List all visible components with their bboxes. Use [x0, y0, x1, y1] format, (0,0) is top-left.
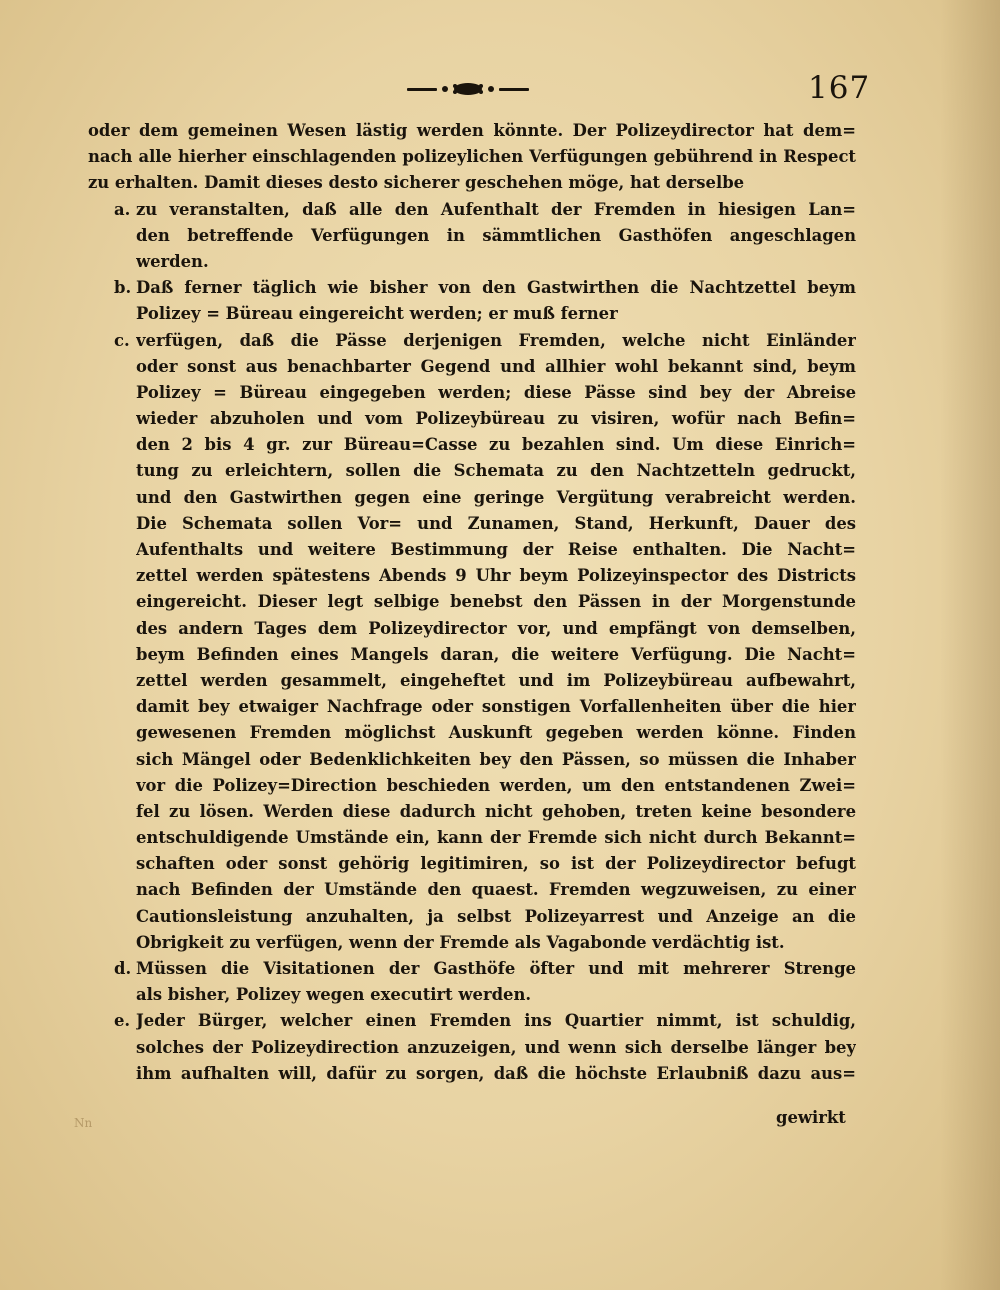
text-line: Die Schemata sollen Vor= und Zunamen, Stand, Herkunft, Dauer des: [136, 513, 856, 533]
text-line: wieder abzuholen und vom Polizeybüreau zu visiren, wofür nach Befin=: [136, 409, 856, 429]
text-line: oder sonst aus benachbarter Gegend und allhier wohl bekannt sind, beym: [136, 356, 856, 376]
text-line: zettel werden spätestens Abends 9 Uhr beym Polizeyinspector des Districts: [136, 566, 856, 586]
list-item-c: [88, 328, 856, 957]
text-line: Polizey = Büreau eingereicht werden; er muß ferner: [136, 304, 618, 324]
text-line: gewesenen Fremden möglichst Auskunft gegeben werden könne. Finden: [136, 723, 856, 743]
list-marker: e.: [114, 1011, 131, 1031]
text-line: nach alle hierher einschlagenden polizeylichen Verfügungen gebührend in Respect: [88, 147, 856, 167]
catchword: gewirkt: [776, 1108, 846, 1127]
text-line: zettel werden gesammelt, eingeheftet und im Polizeybüreau aufbewahrt,: [136, 670, 856, 690]
text-line: zu veranstalten, daß alle den Aufenthalt der Fremden in hiesigen Lan=: [136, 199, 856, 219]
list-item-e: [88, 1008, 856, 1087]
text-line: entschuldigende Umstände ein, kann der Fremde sich nicht durch Bekannt=: [136, 828, 856, 848]
text-line: sich Mängel oder Bedenklichkeiten bey den Pässen, so müssen die Inhaber: [136, 749, 856, 769]
text-line: und den Gastwirthen gegen eine geringe Vergütung verabreicht werden.: [136, 487, 856, 507]
text-line: Aufenthalts und weitere Bestimmung der Reise enthalten. Die Nacht=: [136, 540, 856, 559]
body-text: [88, 118, 856, 1087]
text-line: Cautionsleistung anzuhalten, ja selbst Polizeyarrest und Anzeige an die: [136, 906, 856, 926]
text-line: ihm aufhalten will, dafür zu sorgen, daß die höchste Erlaubniß dazu aus=: [136, 1063, 856, 1083]
text-line: damit bey etwaiger Nachfrage oder sonstigen Vorfallenheiten über die hier: [136, 697, 856, 717]
list-item-b: [88, 275, 856, 327]
list-marker: d.: [114, 959, 132, 978]
text-line: oder dem gemeinen Wesen lästig werden könnte. Der Polizeydirector hat dem=: [88, 121, 856, 140]
page-fold-shadow: [940, 0, 1000, 1290]
text-line: verfügen, daß die Pässe derjenigen Fremden, welche nicht Einländer: [136, 330, 856, 350]
list-marker: b.: [114, 278, 132, 298]
text-line: des andern Tages dem Polizeydirector vor, und empfängt von demselben,: [136, 618, 856, 638]
list-item-a: [88, 197, 856, 276]
text-line: nach Befinden der Umstände den quaest. Fremden wegzuweisen, zu einer: [136, 880, 856, 900]
text-line: den 2 bis 4 gr. zur Büreau=Casse zu bezahlen sind. Um diese Einrich=: [136, 435, 856, 455]
text-line: werden.: [136, 251, 209, 271]
text-line: Jeder Bürger, welcher einen Fremden ins Quartier nimmt, ist schuldig,: [136, 1011, 856, 1031]
ornament-icon: [405, 80, 531, 96]
text-line: fel zu lösen. Werden diese dadurch nicht gehoben, treten keine besondere: [136, 801, 856, 821]
text-line: solches der Polizeydirection anzuzeigen, und wenn sich derselbe länger bey: [136, 1037, 856, 1057]
list-marker: a.: [114, 199, 131, 219]
text-line: Obrigkeit zu verfügen, wenn der Fremde als Vagabonde verdächtig ist.: [136, 932, 785, 952]
signature-mark: Nn: [74, 1116, 93, 1130]
text-line: tung zu erleichtern, sollen die Schemata zu den Nachtzetteln gedruckt,: [136, 461, 856, 481]
text-line: den betreffende Verfügungen in sämmtlichen Gasthöfen angeschlagen: [136, 225, 856, 245]
text-line: Müssen die Visitationen der Gasthöfe öfter und mit mehrerer Strenge: [136, 959, 856, 978]
text-line: zu erhalten. Damit dieses desto sicherer geschehen möge, hat derselbe: [88, 173, 745, 193]
text-line: beym Befinden eines Mangels daran, die weitere Verfügung. Die Nacht=: [136, 644, 856, 664]
list-item-d: [88, 956, 856, 1008]
text-line: Daß ferner täglich wie bisher von den Gastwirthen die Nachtzettel beym: [136, 278, 856, 298]
text-line: als bisher, Polizey wegen executirt werden.: [136, 985, 532, 1005]
text-line: schaften oder sonst gehörig legitimiren, so ist der Polizeydirector befugt: [136, 854, 856, 874]
page-number: 167: [808, 70, 871, 106]
page-header: [0, 62, 1000, 112]
intro-paragraph: [88, 118, 856, 197]
text-line: Polizey = Büreau eingegeben werden; diese Pässe sind bey der Abreise: [136, 382, 856, 402]
list-marker: c.: [114, 330, 130, 350]
text-line: eingereicht. Dieser legt selbige benebst den Pässen in der Morgenstunde: [136, 592, 856, 612]
text-line: vor die Polizey=Direction beschieden werden, um den entstandenen Zwei=: [136, 775, 856, 795]
